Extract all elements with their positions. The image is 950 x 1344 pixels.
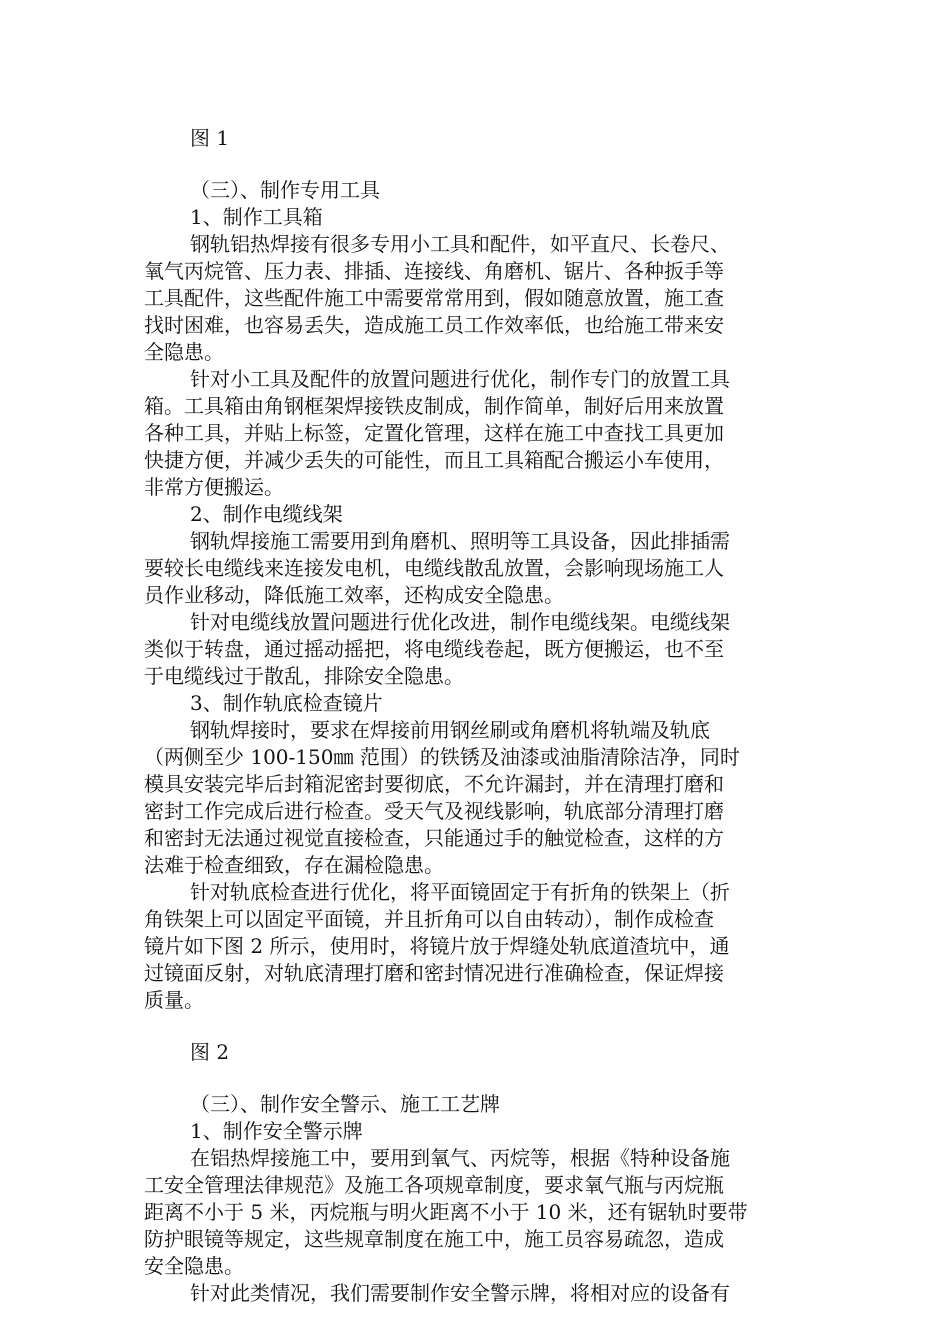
paragraph-line: 质量。	[144, 988, 204, 1012]
paragraph-line: 针对电缆线放置问题进行优化改进，制作电缆线架。电缆线架	[190, 610, 730, 634]
paragraph-line: （两侧至少 100-150㎜ 范围）的铁锈及油漆或油脂清除洁净，同时	[144, 745, 740, 769]
paragraph-line: 针对小工具及配件的放置问题进行优化，制作专门的放置工具	[190, 367, 730, 391]
paragraph-line: 员作业移动，降低施工效率，还构成安全隐患。	[144, 583, 564, 607]
paragraph-line: 密封工作完成后进行检查。受天气及视线影响，轨底部分清理打磨	[144, 799, 724, 823]
section-heading: （三）、制作专用工具	[190, 178, 380, 202]
paragraph-line: 快捷方便，并减少丢失的可能性，而且工具箱配合搬运小车使用，	[144, 448, 724, 472]
paragraph-line: 工安全管理法律规范》及施工各项规章制度，要求氧气瓶与丙烷瓶	[144, 1173, 724, 1197]
paragraph-line: 钢轨焊接时，要求在焊接前用钢丝刷或角磨机将轨端及轨底	[190, 718, 710, 742]
subsection-heading: 3、制作轨底检查镜片	[190, 691, 383, 715]
paragraph-line: 过镜面反射，对轨底清理打磨和密封情况进行准确检查，保证焊接	[144, 961, 724, 985]
paragraph-line: 钢轨铝热焊接有很多专用小工具和配件，如平直尺、长卷尺、	[190, 232, 730, 256]
paragraph-line: 距离不小于 5 米，丙烷瓶与明火距离不小于 10 米，还有锯轨时要带	[144, 1200, 748, 1224]
paragraph-line: 找时困难，也容易丢失，造成施工员工作效率低，也给施工带来安	[144, 313, 724, 337]
section-heading: （三）、制作安全警示、施工工艺牌	[190, 1092, 500, 1116]
paragraph-line: 法难于检查细致，存在漏检隐患。	[144, 853, 444, 877]
paragraph-line: 于电缆线过于散乱，排除安全隐患。	[144, 664, 464, 688]
paragraph-line: 针对此类情况，我们需要制作安全警示牌，将相对应的设备有	[190, 1281, 730, 1305]
paragraph-line: 针对轨底检查进行优化，将平面镜固定于有折角的铁架上（折	[190, 880, 730, 904]
paragraph-line: 安全隐患。	[144, 1254, 244, 1278]
paragraph-line: 在铝热焊接施工中，要用到氧气、丙烷等，根据《特种设备施	[190, 1146, 730, 1170]
paragraph-line: 全隐患。	[144, 340, 224, 364]
paragraph-line: 镜片如下图 2 所示，使用时，将镜片放于焊缝处轨底道渣坑中，通	[144, 934, 730, 958]
figure-caption-2: 图 2	[190, 1040, 230, 1064]
paragraph-line: 和密封无法通过视觉直接检查，只能通过手的触觉检查，这样的方	[144, 826, 724, 850]
subsection-heading: 1、制作安全警示牌	[190, 1119, 363, 1143]
paragraph-line: 各种工具，并贴上标签，定置化管理，这样在施工中查找工具更加	[144, 421, 724, 445]
subsection-heading: 1、制作工具箱	[190, 205, 323, 229]
paragraph-line: 钢轨焊接施工需要用到角磨机、照明等工具设备，因此排插需	[190, 529, 730, 553]
paragraph-line: 氧气丙烷管、压力表、排插、连接线、角磨机、锯片、各种扳手等	[144, 259, 724, 283]
paragraph-line: 防护眼镜等规定，这些规章制度在施工中，施工员容易疏忽，造成	[144, 1227, 724, 1251]
paragraph-line: 非常方便搬运。	[144, 475, 284, 499]
figure-caption-1: 图 1	[190, 126, 230, 150]
paragraph-line: 模具安装完毕后封箱泥密封要彻底，不允许漏封，并在清理打磨和	[144, 772, 724, 796]
paragraph-line: 角铁架上可以固定平面镜，并且折角可以自由转动），制作成检查	[144, 907, 714, 931]
paragraph-line: 箱。工具箱由角钢框架焊接铁皮制成，制作简单，制好后用来放置	[144, 394, 724, 418]
paragraph-line: 类似于转盘，通过摇动摇把，将电缆线卷起，既方便搬运，也不至	[144, 637, 724, 661]
subsection-heading: 2、制作电缆线架	[190, 502, 343, 526]
paragraph-line: 工具配件，这些配件施工中需要常常用到，假如随意放置，施工查	[144, 286, 724, 310]
paragraph-line: 要较长电缆线来连接发电机，电缆线散乱放置，会影响现场施工人	[144, 556, 724, 580]
